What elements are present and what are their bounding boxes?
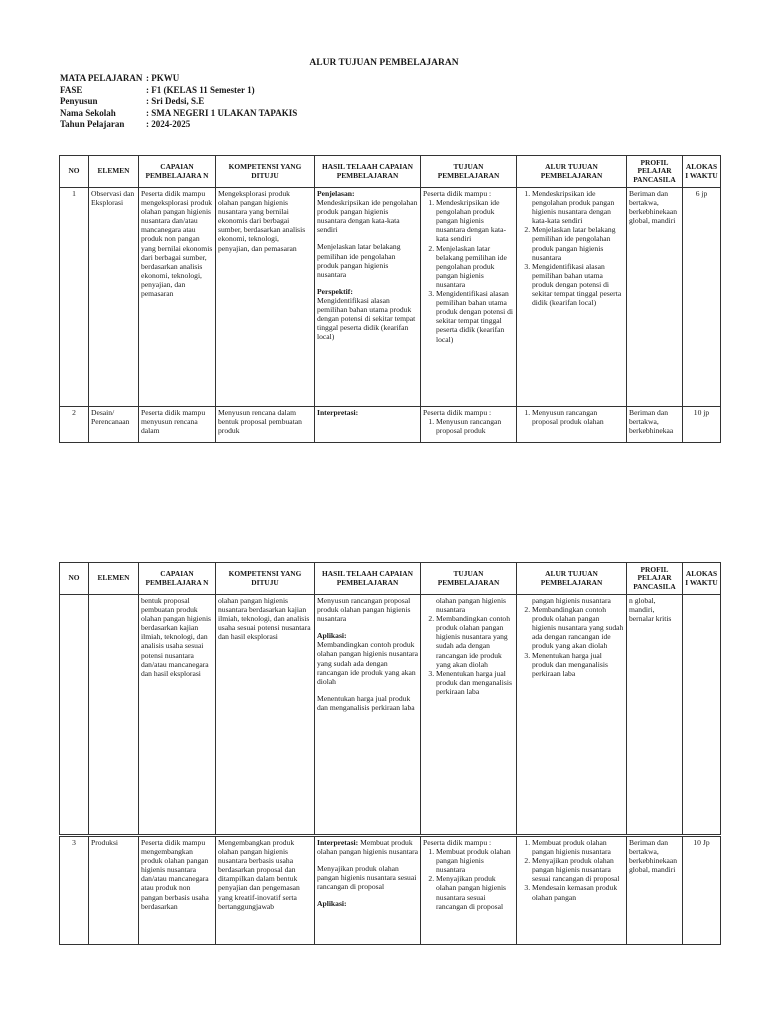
row-no: 2 [60, 407, 89, 443]
hasil-text: Menyajikan produk olahan pangan higienis nusantara sesuai rancangan di proposal [317, 864, 417, 892]
meta-value: : PKWU [146, 73, 180, 83]
alur-list [519, 408, 624, 426]
hasil-text: Menjelaskan latar belakang pemilihan ide pengolahan produk pangan higienis nusantara [317, 242, 401, 279]
meta-row [60, 85, 297, 97]
row-hasil-telaah [315, 837, 421, 945]
document-meta [60, 73, 297, 131]
meta-value: : 2024-2025 [146, 119, 191, 129]
list-item: 1. Mendeskripsikan ide pengolahan produk pangan higienis nusantara dengan kata-kata sendiri [532, 189, 624, 225]
list-item: 2. Membandingkan contoh produk olahan pangan higienis nusantara yang sudah ada dengan rancangan ide produk yang akan diolah [532, 605, 624, 650]
row-alur [517, 188, 627, 407]
row-elemen: Produksi [89, 837, 139, 945]
hasil-text: Membandingkan contoh produk olahan pangan higienis nusantara yang sudah ada dengan rancangan ide produk yang akan diolah [317, 640, 419, 686]
header-hasil-telaah: HASIL TELAAH CAPAIAN PEMBELAJARAN [315, 156, 421, 188]
meta-value: : Sri Dedsi, S.E [146, 96, 205, 106]
row-alokasi: 6 jp [683, 188, 721, 407]
meta-row [60, 119, 297, 131]
meta-label: Nama Sekolah [60, 107, 116, 118]
header-capaian: CAPAIAN PEMBELAJARA N [139, 563, 216, 595]
tujuan-list [423, 417, 514, 435]
meta-row [60, 73, 297, 85]
header-profil: PROFIL PELAJAR PANCASILA [627, 156, 683, 188]
row-profil: Beriman dan bertakwa, berkebhinekaan global, mandiri [627, 188, 683, 407]
list-item: 2. Membandingkan contoh produk olahan pangan higienis nusantara yang sudah ada dengan rancangan ide produk yang akan diolah [436, 614, 514, 669]
meta-label: Penyusun [60, 96, 98, 106]
hasil-text-inline: Membuat produk olahan pangan higienis nusantara [317, 838, 419, 857]
row-profil: Beriman dan bertakwa, berkebhinekaa [627, 407, 683, 443]
row-profil: n global, mandiri, bernalar kritis [627, 595, 683, 835]
header-capaian: CAPAIAN PEMBELAJARA N [139, 156, 216, 188]
list-item: 3. Mengidentifikasi alasan pemilihan bahan utama produk dengan potensi di sekitar tempat tinggal peserta didik (kearifan local) [532, 262, 624, 307]
row-tujuan [421, 407, 517, 443]
list-item: 1. Membuat produk olahan pangan higienis nusantara [532, 838, 624, 856]
list-item: 3. Menentukan harga jual produk dan menganalisis perkiraan laba [436, 669, 514, 696]
tujuan-list [423, 847, 514, 911]
meta-row [60, 108, 297, 120]
header-no: NO [60, 156, 89, 188]
header-elemen: ELEMEN [89, 156, 139, 188]
row-alokasi: 10 Jp [683, 837, 721, 945]
tujuan-intro: Peserta didik mampu : [423, 408, 492, 417]
list-item: 2. Menjelaskan latar belakang pemilihan ide pengolahan produk pangan higienis nusantara [532, 225, 624, 261]
row-capaian: Peserta didik mampu mengeksplorasi produk olahan pangan higienis nusantara dan/atau mancanegara atau produk non pangan yang bernilai ekonomis dari berbagai sumber, berdasarkan analisis ekonomi, teknologi, penyajian, dan pemasaran [139, 188, 216, 407]
list-item: 2. Menjelaskan latar belakang pemilihan ide pengolahan produk pangan higienis nusantara [436, 244, 514, 289]
row-capaian: Peserta didik mampu mengembangkan produk olahan pangan higienis nusantara dan/atau mancanegara atau produk non pangan berbasis usaha berdasarkan [139, 837, 216, 945]
row-capaian: bentuk proposal pembuatan produk olahan pangan higienis berdasarkan kajian ilmiah, teknologi, dan analisis usaha sesuai potensi nusantara dan/atau mancanegara dan hasil eksplorasi [139, 595, 216, 835]
table-row [60, 595, 721, 835]
header-elemen: ELEMEN [89, 563, 139, 595]
hasil-heading: Penjelasan: [317, 189, 355, 198]
header-alur: ALUR TUJUAN PEMBELAJARAN [517, 563, 627, 595]
row-hasil-telaah [315, 595, 421, 835]
table-row [60, 407, 721, 443]
hasil-heading: Interpretasi: [317, 408, 359, 417]
hasil-text: Menentukan harga jual produk dan menganalisis perkiraan laba [317, 693, 415, 712]
header-kompetensi: KOMPETENSI YANG DITUJU [216, 563, 315, 595]
header-alur: ALUR TUJUAN PEMBELAJARAN [517, 156, 627, 188]
hasil-heading: Aplikasi: [317, 631, 347, 641]
hasil-text: Menyusun rancangan proposal produk olahan pangan higienis nusantara [317, 596, 411, 624]
alur-list [519, 838, 624, 902]
alur-list [519, 189, 624, 307]
row-no: 3 [60, 837, 89, 945]
table-row [60, 188, 721, 407]
row-tujuan [421, 837, 517, 945]
header-kompetensi: KOMPETENSI YANG DITUJU [216, 156, 315, 188]
row-tujuan [421, 188, 517, 407]
row-capaian: Peserta didik mampu menyusun rencana dalam [139, 407, 216, 443]
list-item: 2. Menyajikan produk olahan pangan higienis nusantara sesuai rancangan di proposal [532, 856, 624, 883]
list-item: 3. Mendesain kemasan produk olahan pangan [532, 883, 624, 901]
alur-continuation: pangan higienis nusantara [532, 596, 611, 605]
meta-label: MATA PELAJARAN [60, 73, 143, 83]
header-alokasi: ALOKAS I WAKTU [683, 156, 721, 188]
table-header-row [60, 156, 721, 188]
row-kompetensi: Menyusun rencana dalam bentuk proposal pembuatan produk [216, 407, 315, 443]
alur-list [519, 605, 624, 678]
row-hasil-telaah [315, 407, 421, 443]
hasil-heading: Interpretasi: [317, 838, 359, 847]
row-alur [517, 595, 627, 835]
atp-table-page-2 [59, 562, 721, 835]
table-header-row [60, 563, 721, 595]
document-title: ALUR TUJUAN PEMBELAJARAN [309, 58, 459, 68]
list-item: 2. Menyajikan produk olahan pangan higienis nusantara sesuai rancangan di proposal [436, 874, 514, 910]
row-alur [517, 837, 627, 945]
tujuan-intro: Peserta didik mampu : [423, 189, 492, 198]
meta-value: : F1 (KELAS 11 Semester 1) [146, 84, 255, 95]
tujuan-intro: Peserta didik mampu : [423, 838, 492, 847]
header-alokasi: ALOKAS I WAKTU [683, 563, 721, 595]
row-tujuan [421, 595, 517, 835]
tujuan-list [423, 614, 514, 696]
meta-label: Tahun Pelajaran [60, 119, 125, 129]
row-kompetensi: Mengeksplorasi produk olahan pangan higienis nusantara yang bernilai ekonomis dari berbagai sumber, berdasarkan analisis ekonomi, teknologi, penyajian, dan pemasaran [216, 188, 315, 407]
list-item: 1. Mendeskripsikan ide pengolahan produk pangan higienis nusantara dengan kata-kata sendiri [436, 198, 514, 243]
list-item: 1. Menyusun rancangan proposal produk [436, 417, 514, 435]
atp-table-row-3 [59, 836, 721, 945]
row-kompetensi: Mengembangkan produk olahan pangan higienis nusantara berbasis usaha berdasarkan proposal dan ditampilkan dalam bentuk penyajian dan pengemasan yang kreatif-inovatif serta bertanggungjawab [216, 837, 315, 945]
row-kompetensi: olahan pangan higienis nusantara berdasarkan kajian ilmiah, teknologi, dan analisis usaha sesuai potensi nusantara dan hasil eksplorasi [216, 595, 315, 835]
list-item: 1. Menyusun rancangan proposal produk olahan [532, 408, 624, 426]
row-no: 1 [60, 188, 89, 407]
hasil-text: Mengidentifikasi alasan pemilihan bahan utama produk dengan potensi di sekitar tempat tinggal peserta didik (kearifan local) [317, 295, 416, 342]
table-row [60, 837, 721, 945]
hasil-text: Mendeskripsikan ide pengolahan produk pangan higienis nusantara dengan kata-kata sendiri [317, 198, 418, 235]
list-item: 1. Membuat produk olahan pangan higienis nusantara [436, 847, 514, 874]
header-tujuan: TUJUAN PEMBELAJARAN [421, 563, 517, 595]
header-no: NO [60, 563, 89, 595]
tujuan-continuation: olahan pangan higienis nusantara [436, 596, 507, 615]
hasil-heading: Perspektif: [317, 286, 353, 296]
header-hasil-telaah: HASIL TELAAH CAPAIAN PEMBELAJARAN [315, 563, 421, 595]
list-item: 3. Menentukan harga jual produk dan menganalisis perkiraan laba [532, 651, 624, 678]
list-item: 3. Mengidentifikasi alasan pemilihan bahan utama produk dengan potensi di sekitar tempat tinggal peserta didik (kearifan local) [436, 289, 514, 344]
tujuan-list [423, 198, 514, 344]
atp-table-page-1 [59, 155, 721, 443]
row-elemen: Desain/ Perencanaan [89, 407, 139, 443]
row-hasil-telaah [315, 188, 421, 407]
row-profil: Beriman dan bertakwa, berkebhinekaan global, mandiri [627, 837, 683, 945]
row-elemen: Observasi dan Eksplorasi [89, 188, 139, 407]
row-alur [517, 407, 627, 443]
row-alokasi: 10 jp [683, 407, 721, 443]
meta-label: FASE [60, 84, 83, 95]
header-tujuan: TUJUAN PEMBELAJARAN [421, 156, 517, 188]
meta-row [60, 96, 297, 108]
meta-value: : SMA NEGERI 1 ULAKAN TAPAKIS [146, 107, 298, 118]
hasil-text [317, 838, 418, 856]
header-profil: PROFIL PELAJAR PANCASILA [627, 563, 683, 595]
hasil-heading: Aplikasi: [317, 899, 347, 909]
